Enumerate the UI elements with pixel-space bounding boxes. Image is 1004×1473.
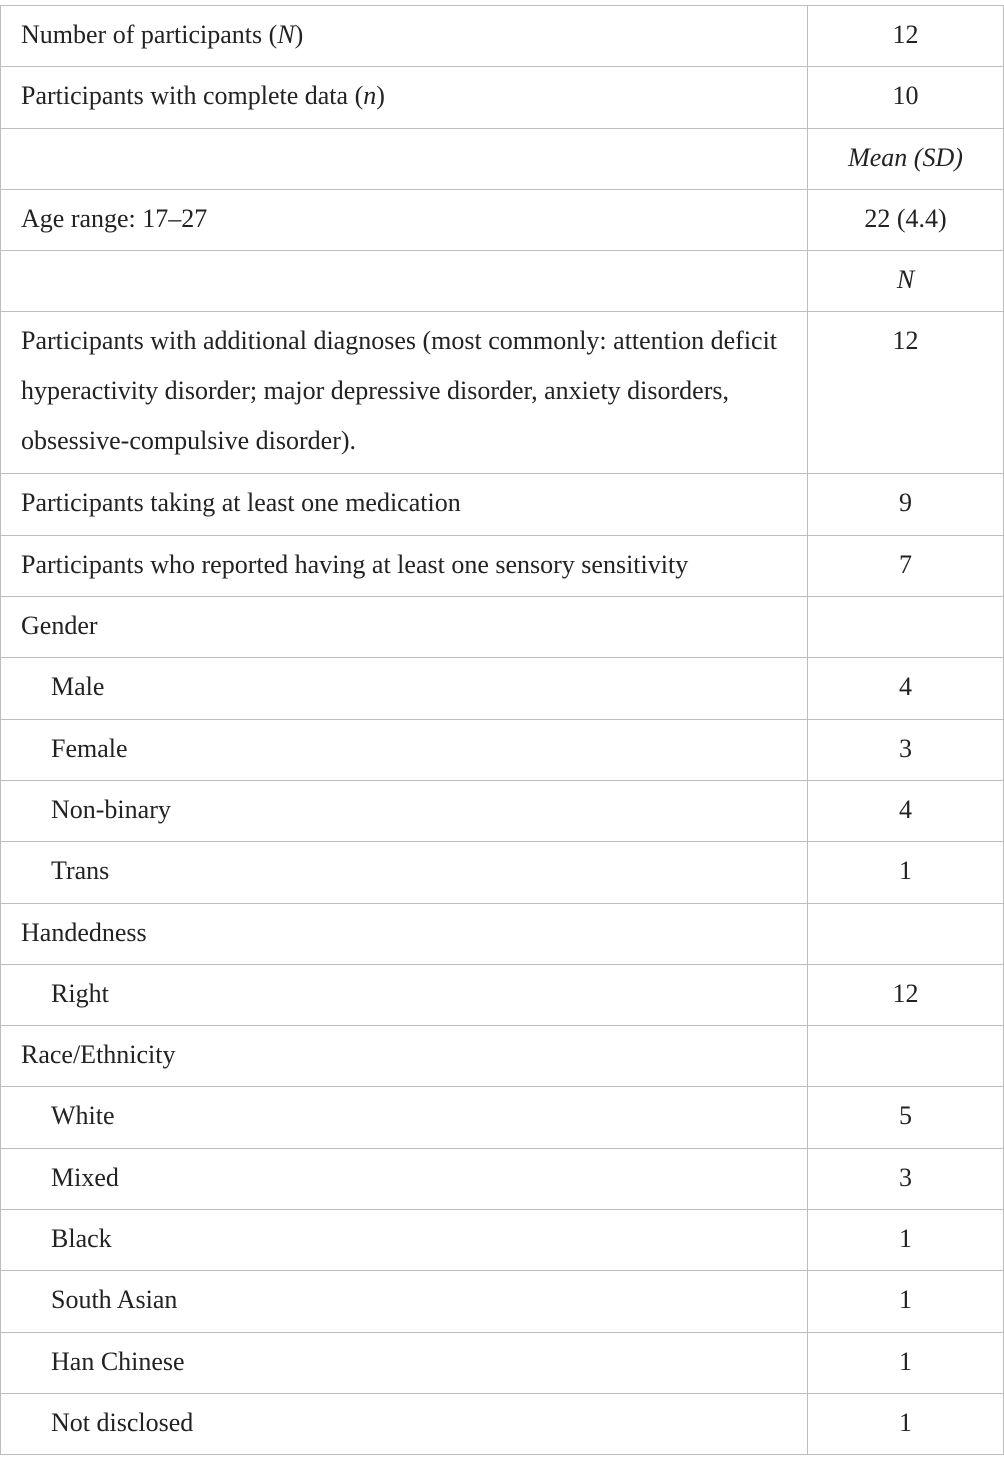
- row-value: 7: [899, 549, 912, 579]
- row-value-cell: [808, 719, 1004, 780]
- row-label-text: Non-binary: [51, 794, 171, 824]
- row-value: 5: [899, 1101, 912, 1131]
- table-row: [1, 535, 1004, 596]
- row-label-text: Race/Ethnicity: [21, 1040, 176, 1070]
- row-label: [1, 474, 808, 535]
- row-value-cell: [808, 67, 1004, 128]
- row-label-text: Number of participants (: [21, 20, 278, 49]
- row-value-cell: [808, 474, 1004, 535]
- row-label-text: Right: [51, 978, 109, 1008]
- table-row: [1, 1393, 1004, 1454]
- table-body: [1, 6, 1004, 1455]
- row-value-cell: [808, 1026, 1004, 1087]
- row-sub-label: [1, 1148, 808, 1209]
- row-label: [1, 128, 808, 189]
- table-row: [1, 780, 1004, 841]
- row-sub-label: [1, 1271, 808, 1332]
- table-row: [1, 128, 1004, 189]
- row-sub-label: [1, 658, 808, 719]
- row-label-suffix: ): [294, 20, 304, 49]
- row-sub-label: [1, 780, 808, 841]
- row-value-cell: [808, 1087, 1004, 1148]
- table-row: [1, 842, 1004, 903]
- table-row: [1, 251, 1004, 312]
- row-label-text: Participants who reported having at least one sensory sensitivity: [21, 549, 689, 579]
- row-value-cell: [808, 251, 1004, 312]
- row-label-text: Trans: [51, 856, 110, 886]
- row-label: [1, 1026, 808, 1087]
- row-value: 1: [899, 1346, 912, 1376]
- row-label: [1, 535, 808, 596]
- table-row: [1, 1271, 1004, 1332]
- row-label-text: South Asian: [51, 1285, 178, 1315]
- row-label-text: Han Chinese: [51, 1346, 185, 1376]
- row-value-cell: [808, 1210, 1004, 1271]
- table-row: [1, 1087, 1004, 1148]
- row-value: 4: [899, 794, 912, 824]
- row-value-cell: [808, 1393, 1004, 1454]
- table-row: [1, 474, 1004, 535]
- row-value: 22 (4.4): [864, 203, 947, 233]
- row-sub-label: [1, 1332, 808, 1393]
- table-row: [1, 658, 1004, 719]
- row-value-cell: [808, 903, 1004, 964]
- table-row: [1, 1026, 1004, 1087]
- row-value-cell: [808, 312, 1004, 474]
- row-label-text: Age range: 17–27: [21, 203, 208, 233]
- row-label: [1, 67, 808, 128]
- row-value-cell: [808, 1148, 1004, 1209]
- row-label-text: Mixed: [51, 1162, 119, 1192]
- row-value-cell: [808, 535, 1004, 596]
- table-row: [1, 903, 1004, 964]
- table-row: [1, 189, 1004, 250]
- row-value-cell: [808, 597, 1004, 658]
- row-label-text: White: [51, 1101, 115, 1131]
- row-value-cell: [808, 842, 1004, 903]
- table-row: [1, 964, 1004, 1025]
- row-label: [1, 903, 808, 964]
- row-value: 3: [899, 733, 912, 763]
- row-label-text: Participants with additional diagnoses (most commonly: attention deficit hyperactivity disorder; major depressive disorder, anxiety disorders, obsessive-compulsive disorder).: [21, 326, 778, 456]
- row-label: [1, 597, 808, 658]
- row-value-cell: [808, 189, 1004, 250]
- row-label-text: Black: [51, 1224, 112, 1254]
- column-subheader: Mean (SD): [848, 142, 963, 172]
- row-value: 12: [892, 978, 919, 1008]
- column-subheader: N: [896, 265, 915, 295]
- row-value-cell: [808, 658, 1004, 719]
- table-row: [1, 1332, 1004, 1393]
- row-value-cell: [808, 6, 1004, 67]
- row-sub-label: [1, 1210, 808, 1271]
- row-value: 9: [899, 488, 912, 518]
- row-label: [1, 312, 808, 474]
- row-value: 12: [892, 326, 919, 356]
- row-label-text: Female: [51, 733, 128, 763]
- row-sub-label: [1, 719, 808, 780]
- row-value: 1: [899, 1285, 912, 1315]
- row-value: 4: [899, 672, 912, 702]
- row-label-text: Not disclosed: [51, 1407, 194, 1437]
- row-value-cell: [808, 964, 1004, 1025]
- row-label-text: Gender: [21, 611, 98, 641]
- row-label-text: Participants taking at least one medication: [21, 488, 461, 518]
- table-row: [1, 719, 1004, 780]
- row-label-text: Participants with complete data (: [21, 81, 364, 111]
- table-row: [1, 1148, 1004, 1209]
- row-value-cell: [808, 128, 1004, 189]
- row-sub-label: [1, 1087, 808, 1148]
- row-label-text: Handedness: [21, 917, 147, 947]
- row-sub-label: [1, 964, 808, 1025]
- table-row: [1, 67, 1004, 128]
- row-value-cell: [808, 1332, 1004, 1393]
- participant-characteristics-table: [0, 5, 1004, 1455]
- row-value-cell: [808, 780, 1004, 841]
- row-value-cell: [808, 1271, 1004, 1332]
- table-row: [1, 597, 1004, 658]
- row-value: 10: [892, 81, 919, 111]
- row-value: 1: [899, 856, 912, 886]
- row-value: 3: [899, 1162, 912, 1192]
- row-label-text: Male: [51, 672, 105, 702]
- row-sub-label: [1, 842, 808, 903]
- row-label: [1, 251, 808, 312]
- row-label-symbol: n: [363, 81, 377, 111]
- table-row: [1, 6, 1004, 67]
- table-row: [1, 312, 1004, 474]
- row-sub-label: [1, 1393, 808, 1454]
- row-value: 1: [899, 1407, 912, 1437]
- row-label-suffix: ): [376, 81, 385, 111]
- row-label: [1, 189, 808, 250]
- row-label: [1, 6, 808, 67]
- table-row: [1, 1210, 1004, 1271]
- row-label-symbol: N: [277, 20, 295, 49]
- row-value: 1: [899, 1224, 912, 1254]
- row-value: 12: [892, 20, 919, 49]
